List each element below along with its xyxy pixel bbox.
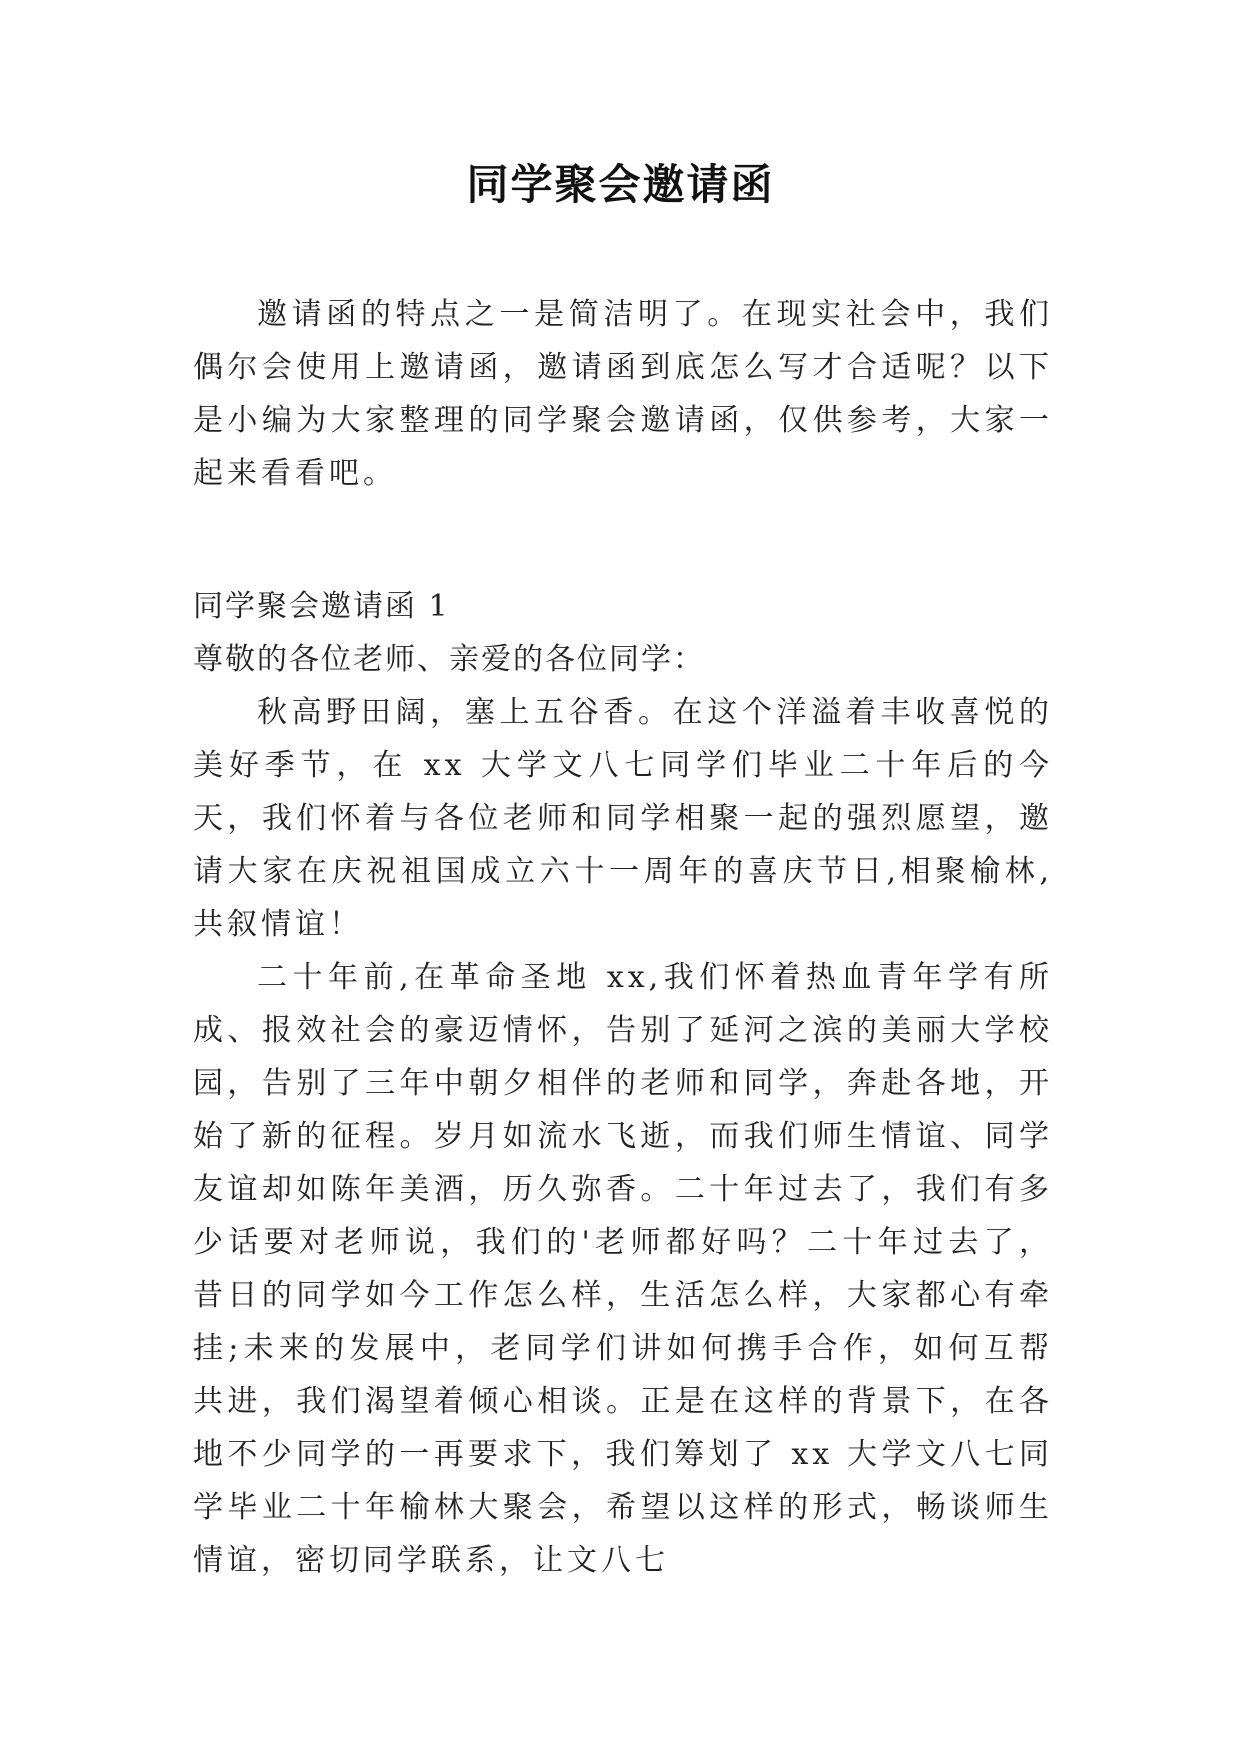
document-title: 同学聚会邀请函 (466, 160, 775, 209)
intro-paragraph: 邀请函的特点之一是简洁明了。在现实社会中，我们偶尔会使用上邀请函，邀请函到底怎么写才合适呢？以下是小编为大家整理的同学聚会邀请函，仅供参考，大家一起来看看吧。 (193, 297, 1053, 491)
section-heading: 同学聚会邀请函 1 (193, 589, 450, 624)
body-paragraph-1: 秋高野田阔，塞上五谷香。在这个洋溢着丰收喜悦的美好季节，在 xx 大学文八七同学们毕业二十年后的今天，我们怀着与各位老师和同学相聚一起的强烈愿望，邀请大家在庆祝祖国成立六十一周年的喜庆节日,相聚榆林,共叙情谊！ (193, 695, 1053, 942)
body-paragraph-2: 二十年前,在革命圣地 xx,我们怀着热血青年学有所成、报效社会的豪迈情怀，告别了延河之滨的美丽大学校园，告别了三年中朝夕相伴的老师和同学，奔赴各地，开始了新的征程。岁月如流水飞逝，而我们师生情谊、同学友谊却如陈年美酒，历久弥香。二十年过去了，我们有多少话要对老师说，我们的'老师都好吗？二十年过去了，昔日的同学如今工作怎么样，生活怎么样，大家都心有牵挂;未来的发展中，老同学们讲如何携手合作，如何互帮共进，我们渴望着倾心相谈。正是在这样的背景下，在各地不少同学的一再要求下，我们筹划了 xx 大学文八七同学毕业二十年榆林大聚会，希望以这样的形式，畅谈师生情谊，密切同学联系，让文八七 (193, 960, 1053, 1578)
salutation: 尊敬的各位老师、亲爱的各位同学： (193, 642, 705, 677)
intro-block (193, 288, 1053, 500)
letter-section (193, 580, 1053, 1587)
